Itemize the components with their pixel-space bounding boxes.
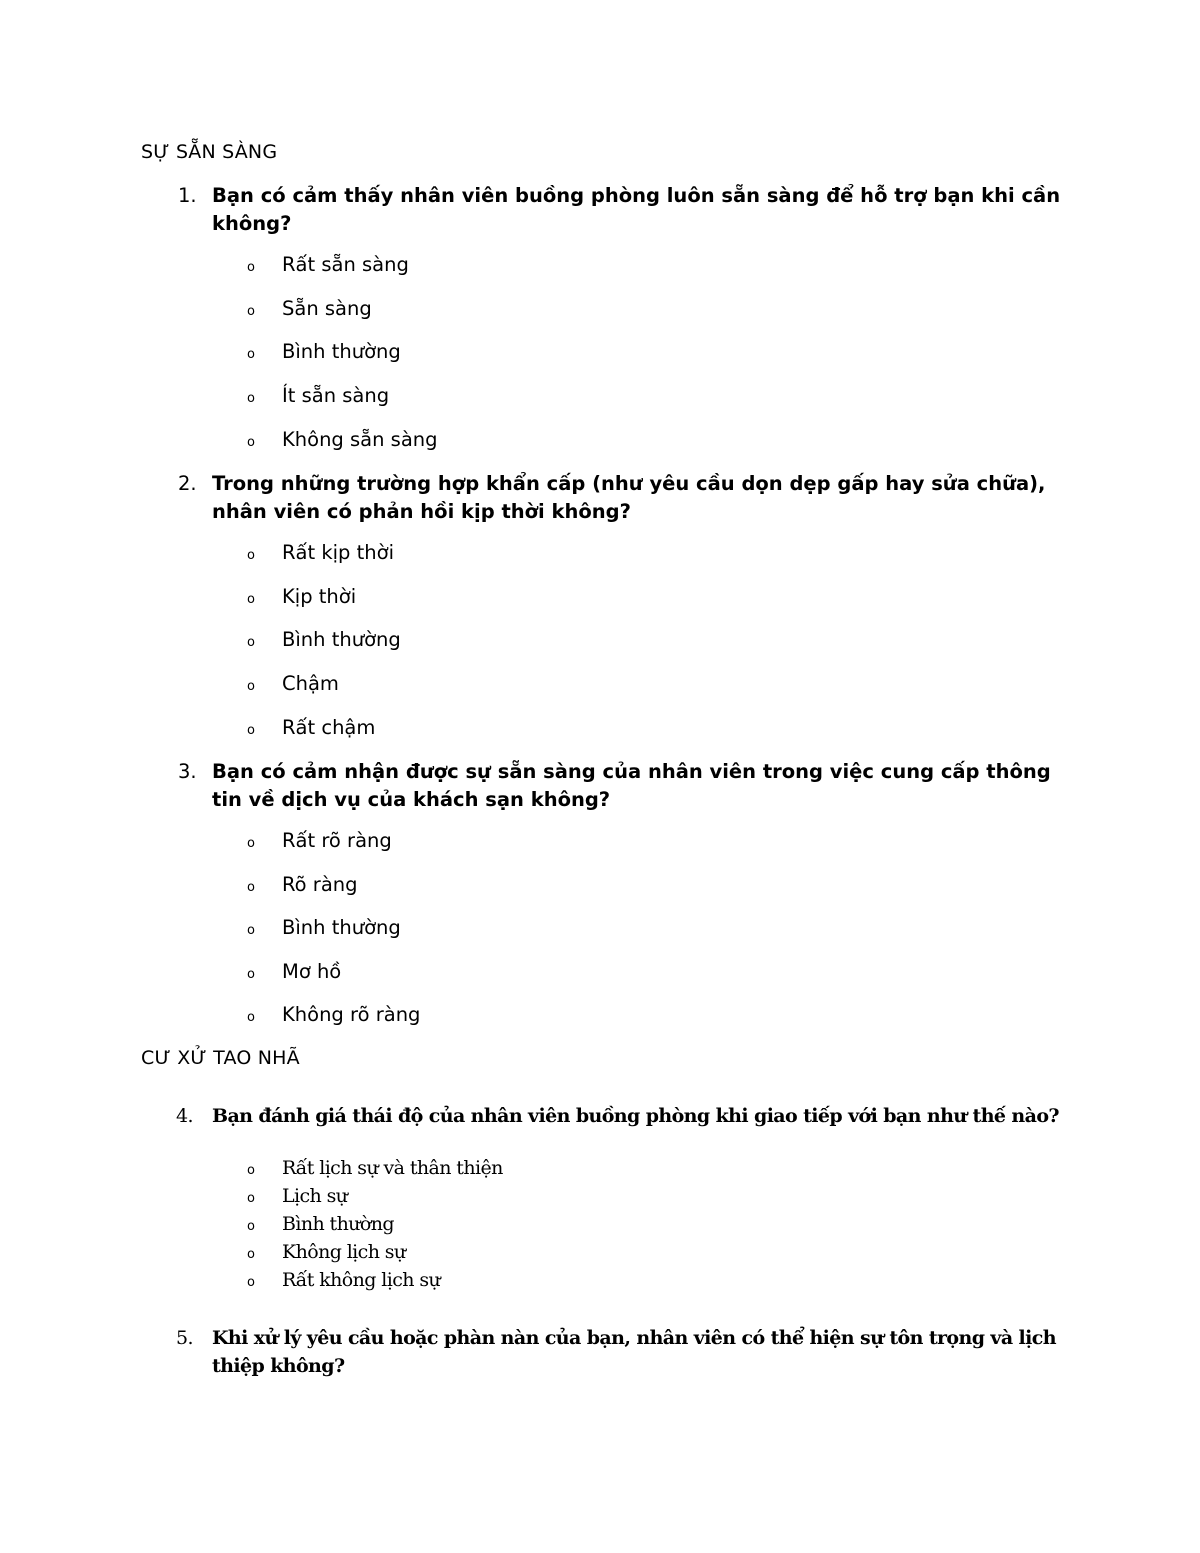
bullet-icon: o <box>247 880 255 895</box>
option-label: Mơ hồ <box>282 960 342 983</box>
question-number: 1. <box>178 184 197 207</box>
option-item <box>247 340 401 363</box>
option-label: Rõ ràng <box>282 873 358 896</box>
option-label: Bình thường <box>282 1213 394 1235</box>
option-label: Ít sẵn sàng <box>282 384 390 407</box>
bullet-icon: o <box>247 1247 255 1262</box>
option-label: Rất rõ ràng <box>282 829 392 852</box>
section-heading-availability: SỰ SẴN SÀNG <box>141 141 278 163</box>
option-item <box>247 672 339 695</box>
option-item <box>247 541 394 564</box>
bullet-icon: o <box>247 635 255 650</box>
option-label: Sẵn sàng <box>282 297 372 320</box>
question-2 <box>170 470 1070 526</box>
option-item <box>247 1185 347 1207</box>
option-label: Rất kịp thời <box>282 541 394 564</box>
option-item <box>247 873 358 896</box>
bullet-icon: o <box>247 1010 255 1025</box>
option-item <box>247 297 372 320</box>
question-number: 4. <box>176 1105 193 1127</box>
bullet-icon: o <box>247 836 255 851</box>
option-label: Rất sẵn sàng <box>282 253 409 276</box>
bullet-icon: o <box>247 723 255 738</box>
question-1 <box>170 182 1070 238</box>
bullet-icon: o <box>247 967 255 982</box>
question-5 <box>170 1324 1070 1380</box>
option-label: Chậm <box>282 672 339 695</box>
bullet-icon: o <box>247 679 255 694</box>
bullet-icon: o <box>247 548 255 563</box>
option-label: Rất chậm <box>282 716 376 739</box>
option-item <box>247 428 438 451</box>
bullet-icon: o <box>247 1163 255 1178</box>
option-item <box>247 1269 440 1291</box>
option-label: Không sẵn sàng <box>282 428 438 451</box>
question-number: 5. <box>176 1327 193 1349</box>
option-label: Không rõ ràng <box>282 1003 421 1026</box>
option-item <box>247 253 409 276</box>
option-label: Không lịch sự <box>282 1241 406 1263</box>
question-text: Bạn có cảm thấy nhân viên buồng phòng luôn sẵn sàng để hỗ trợ bạn khi cần không? <box>212 184 1061 235</box>
option-item <box>247 384 389 407</box>
section-heading-courtesy: CƯ XỬ TAO NHÃ <box>141 1047 300 1069</box>
bullet-icon: o <box>247 347 255 362</box>
option-item <box>247 960 341 983</box>
question-text: Khi xử lý yêu cầu hoặc phàn nàn của bạn, nhân viên có thể hiện sự tôn trọng và lịch thiệp không? <box>212 1327 1056 1377</box>
option-item <box>247 628 401 651</box>
question-number: 3. <box>178 760 197 783</box>
option-item <box>247 1003 420 1026</box>
option-label: Rất không lịch sự <box>282 1269 441 1291</box>
option-item <box>247 585 356 608</box>
option-label: Bình thường <box>282 916 401 939</box>
option-item <box>247 1157 503 1179</box>
option-label: Bình thường <box>282 628 401 651</box>
bullet-icon: o <box>247 435 255 450</box>
bullet-icon: o <box>247 1191 255 1206</box>
option-label: Lịch sự <box>282 1185 348 1207</box>
question-4 <box>170 1102 1070 1130</box>
bullet-icon: o <box>247 304 255 319</box>
option-label: Rất lịch sự và thân thiện <box>282 1157 503 1179</box>
option-item <box>247 829 392 852</box>
bullet-icon: o <box>247 260 255 275</box>
question-3 <box>170 758 1070 814</box>
option-item <box>247 916 401 939</box>
bullet-icon: o <box>247 1219 255 1234</box>
bullet-icon: o <box>247 1275 255 1290</box>
question-text: Bạn có cảm nhận được sự sẵn sàng của nhân viên trong việc cung cấp thông tin về dịch vụ của khách sạn không? <box>212 760 1051 811</box>
bullet-icon: o <box>247 592 255 607</box>
option-item <box>247 1241 406 1263</box>
bullet-icon: o <box>247 391 255 406</box>
option-label: Bình thường <box>282 340 401 363</box>
option-item <box>247 716 375 739</box>
bullet-icon: o <box>247 923 255 938</box>
option-label: Kịp thời <box>282 585 357 608</box>
option-item <box>247 1213 394 1235</box>
question-number: 2. <box>178 472 197 495</box>
question-text: Bạn đánh giá thái độ của nhân viên buồng phòng khi giao tiếp với bạn như thế nào? <box>212 1105 1059 1127</box>
question-text: Trong những trường hợp khẩn cấp (như yêu cầu dọn dẹp gấp hay sửa chữa), nhân viên có phản hồi kịp thời không? <box>212 472 1046 523</box>
